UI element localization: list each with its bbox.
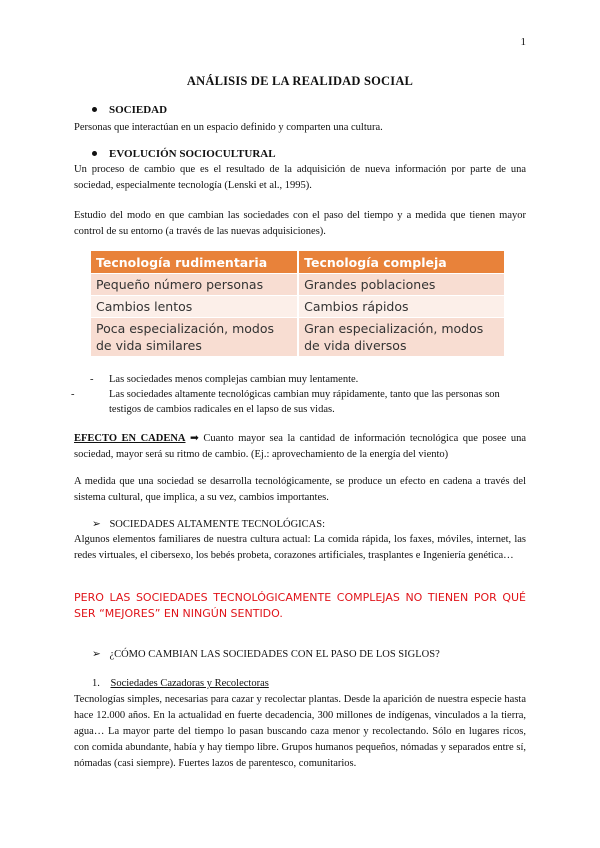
table-cell: Pequeño número personas bbox=[91, 274, 298, 296]
efecto-en-cadena bbox=[74, 430, 526, 463]
table-cell: Grandes poblaciones bbox=[298, 274, 504, 296]
heading-altamente-tecnologicas: ➢ SOCIEDADES ALTAMENTE TECNOLÓGICAS: bbox=[92, 518, 326, 530]
right-arrow-icon: ➡ bbox=[190, 432, 199, 444]
chevron-arrow-icon: ➢ bbox=[92, 648, 101, 660]
document-title: ANÁLISIS DE LA REALIDAD SOCIAL bbox=[186, 74, 414, 88]
page-number: 1 bbox=[520, 36, 526, 48]
definition-sociedad: Personas que interactúan en un espacio definido y comparten una cultura. bbox=[74, 122, 383, 133]
table-cell: Poca especialización, modos de vida similares bbox=[91, 318, 298, 357]
table-header: Tecnología rudimentaria bbox=[91, 251, 298, 274]
heading-sociedad: SOCIEDAD bbox=[92, 104, 167, 116]
table-row bbox=[91, 274, 504, 296]
bullet-icon bbox=[92, 107, 97, 112]
heading-cazadoras: 1. Sociedades Cazadoras y Recolectoras bbox=[92, 678, 269, 689]
dash-item-2: - Las sociedades altamente tecnológicas cambian muy rápidamente, tanto que las personas son testigos de cambios radicales en el lapso de sus vidas. bbox=[71, 389, 500, 415]
table-header: Tecnología compleja bbox=[298, 251, 504, 274]
table-cell: Gran especialización, modos de vida diversos bbox=[298, 318, 504, 357]
paragraph-altamente-tecnologicas: Algunos elementos familiares de nuestra cultura actual: La comida rápida, los faxes, móviles, internet, las redes virtuales, el cibersexo, los bebés probeta, corazones artificiales, trasplantes e Ingeniería genética… bbox=[74, 534, 526, 561]
warning-text: PERO LAS SOCIEDADES TECNOLÓGICAMENTE COMPLEJAS NO TIENEN POR QUÉ SER “MEJORES” EN NINGÚN SENTIDO. bbox=[74, 591, 526, 620]
heading-como-cambian: ➢ ¿CÓMO CAMBIAN LAS SOCIEDADES CON EL PASO DE LOS SIGLOS? bbox=[92, 648, 440, 660]
efecto-text: Cuanto mayor sea la cantidad de información tecnológica que posee una sociedad, mayor será su ritmo de cambio. (Ej.: aprovechamiento de la energía del viento) bbox=[74, 433, 526, 460]
table-cell: Cambios rápidos bbox=[298, 296, 504, 318]
paragraph-cazadoras: Tecnologías simples, necesarias para cazar y recolectar plantas. Desde la aparición de nuestra especie hasta hace 12.000 años. En la actualidad en fuerte decadencia, 300 millones de indígenas, vinculados a la tierra, agua… La mayor parte del tiempo lo pasan buscando caza menor y recolectando. Sólo en lugares ricos, con comida abundante, había y hay tiempo libre. Grupos humanos pequeños, nómadas y separados entre sí, nómadas (casi siempre). Fuertes lazos de parentesco, comunitarios. bbox=[74, 694, 526, 769]
paragraph-medida: A medida que una sociedad se desarrolla tecnológicamente, se produce un efecto en cadena a través del sistema cultural, que implica, a su vez, cambios importantes. bbox=[74, 476, 526, 503]
table-row bbox=[91, 318, 504, 357]
efecto-label: EFECTO EN CADENA bbox=[74, 433, 186, 444]
paragraph-evolucion-2: Estudio del modo en que cambian las sociedades con el paso del tiempo y a medida que tienen mayor control de su entorno (a través de las nuevas adquisiciones). bbox=[74, 210, 526, 237]
heading-evolucion: EVOLUCIÓN SOCIOCULTURAL bbox=[92, 148, 276, 160]
technology-comparison-table bbox=[91, 251, 504, 356]
table-cell: Cambios lentos bbox=[91, 296, 298, 318]
dash-item-1: - Las sociedades menos complejas cambian muy lentamente. bbox=[90, 374, 359, 385]
table-row bbox=[91, 296, 504, 318]
chevron-arrow-icon: ➢ bbox=[92, 518, 101, 530]
bullet-icon bbox=[92, 151, 97, 156]
paragraph-evolucion-1: Un proceso de cambio que es el resultado de la adquisición de nueva información por parte de una sociedad, especialmente tecnología (Lenski et al., 1995). bbox=[74, 164, 526, 191]
